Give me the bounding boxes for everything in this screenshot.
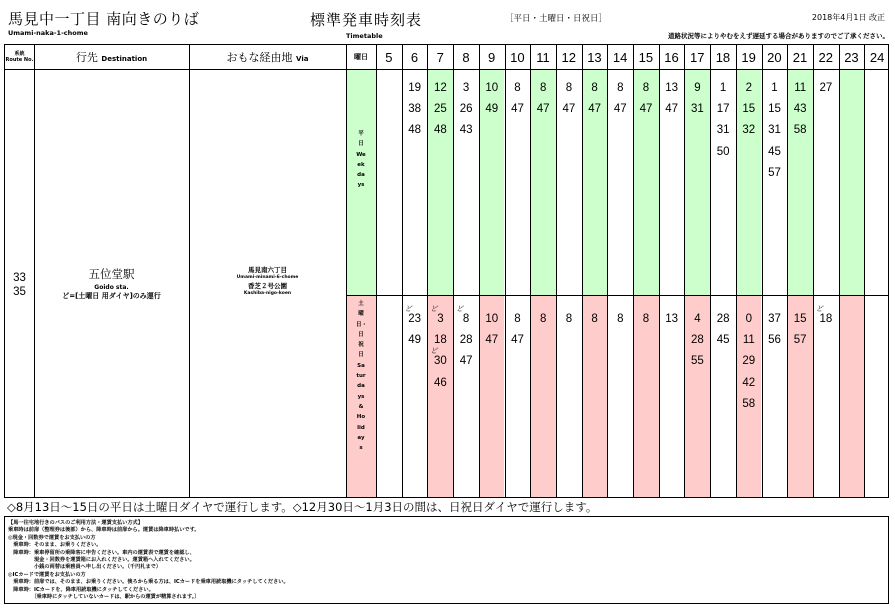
holiday-departure-minute: 8 [462,313,470,325]
route-number: 35 [13,286,26,298]
holiday-departure-minute: 28 [690,334,704,347]
weekday-departure-minute: 8 [565,82,573,94]
holiday-hour-band [839,295,865,497]
weekday-departure-minute: 45 [768,145,781,158]
hour-header: 23 [844,49,859,65]
delay-notice: 道路状況等によりやむをえず遅延する場合がありますのでご了承ください。 [668,32,889,40]
hour-header: 15 [638,49,654,65]
page-title: 標準発車時刻表 [310,11,423,29]
fare-instruction-line: 乗車時：前扉では、そのまま、お乗りください。後ろから乗る方は、ICカードを乗車用読取機にタッチしてください。 [8,579,289,586]
grid-rule [659,45,660,497]
grid-rule [710,45,711,497]
holiday-departure-minute: 49 [408,334,422,347]
holiday-departure-minute: 3 [437,313,444,325]
fare-instruction-line: 乗車時は前扉（整理券は後部）から、降車時は前扉から。運賃は降車時払いです。 [8,527,200,534]
grid-rule [787,45,788,497]
holiday-departure-minute: 47 [485,334,499,347]
destination-note: ど=[土曜日 用ダイヤ]のみ運行 [62,292,161,300]
weekday-departure-minute: 32 [742,124,756,137]
weekday-departure-minute: 47 [562,103,576,116]
route-number: 33 [13,272,26,284]
page-subtitle: Timetable [346,32,383,40]
weekday-departure-minute: 47 [639,103,653,116]
weekday-departure-minute: 2 [745,82,752,94]
weekday-departure-minute: 10 [485,82,499,94]
holiday-hour-band [787,295,813,497]
holiday-hour-band [684,295,710,497]
weekday-departure-minute: 31 [768,124,781,137]
holiday-hour-band [582,295,608,497]
grid-rule [346,45,347,497]
fare-instruction-line: 降車時：ICカードを、降車用読取機にタッチしてください。 [8,586,154,593]
grid-rule [505,45,506,497]
holiday-departure-minute: 30 [433,355,447,368]
hour-header: 9 [488,49,496,65]
saturday-only-mark: ど [430,347,438,356]
saturday-only-mark: ど [456,305,464,313]
weekday-departure-minute: 1 [771,82,778,94]
hour-header: 18 [715,49,731,65]
via-column-header: おもな経由地 Via [226,51,309,64]
grid-rule [864,45,865,497]
holiday-departure-minute: 13 [665,313,679,325]
weekday-departure-minute: 49 [485,103,499,116]
holiday-departure-minute: 29 [742,355,756,368]
weekday-departure-minute: 8 [617,82,624,94]
grid-rule [684,45,685,497]
fare-instruction-line: 現金・回数券を運賃箱にお入れください。運賃箱へ入れてください。 [8,557,195,563]
holiday-departure-minute: 28 [459,334,473,347]
grid-rule [633,45,634,497]
grid-rule [479,45,480,497]
weekday-departure-minute: 8 [539,82,547,94]
hour-header: 19 [741,49,756,65]
grid-rule [453,45,454,497]
holiday-hour-band [736,295,762,497]
holiday-departure-minute: 11 [742,334,755,347]
hour-header: 21 [792,49,808,65]
grid-rule [530,45,531,497]
weekday-departure-minute: 31 [716,124,730,137]
hour-header: 14 [612,49,628,65]
holiday-departure-minute: 28 [716,313,730,325]
holiday-hour-band [427,295,453,497]
weekday-departure-minute: 1 [719,82,727,94]
destination-romaji: Goido sta. [94,284,129,291]
saturday-only-mark: ど [815,305,823,313]
weekday-departure-minute: 11 [794,82,807,94]
hour-header: 24 [869,49,885,65]
holiday-departure-minute: 23 [408,313,422,325]
holiday-departure-minute: 47 [511,334,524,347]
grid-rule [556,45,557,497]
weekday-departure-minute: 26 [459,103,473,116]
weekday-departure-minute: 50 [716,145,730,158]
holiday-departure-minute: 18 [433,334,447,347]
holiday-departure-minute: 47 [459,355,473,368]
holiday-label: 土曜日・日祝日 Saturdays & Holidays [356,301,368,452]
holiday-departure-minute: 57 [793,334,807,347]
holiday-departure-minute: 46 [433,376,447,389]
weekday-departure-minute: 47 [536,103,550,116]
saturday-only-mark: ど [404,305,412,313]
holiday-departure-minute: 8 [591,313,598,325]
weekday-departure-minute: 47 [665,103,679,116]
holiday-departure-minute: 8 [514,313,521,325]
weekday-departure-minute: 27 [819,82,833,94]
weekday-departure-minute: 43 [459,124,473,137]
holiday-departure-minute: 0 [745,313,752,325]
weekday-label: 平日 Weekdays [356,131,366,189]
fare-instruction-line: 乗車時：そのまま、お乗りください。 [8,542,102,549]
weekday-departure-minute: 47 [613,103,627,116]
holiday-departure-minute: 55 [690,355,704,368]
hour-header: 22 [818,49,833,65]
timetable-grid [4,44,889,498]
weekday-departure-minute: 15 [742,103,756,116]
grid-rule [762,45,763,497]
fare-instruction-line: ◎ICカードで運賃をお支払いの方 [8,571,86,578]
weekday-departure-minute: 19 [408,82,422,94]
holiday-departure-minute: 56 [768,334,781,347]
holiday-hour-band [633,295,659,497]
hour-header: 11 [536,49,550,65]
hour-header: 13 [587,49,602,65]
weekday-departure-minute: 17 [716,103,730,116]
holiday-departure-minute: 4 [694,313,701,325]
holiday-departure-minute: 8 [617,313,624,325]
hour-header: 10 [510,49,525,65]
weekday-departure-minute: 3 [462,82,470,94]
fare-instruction-line: ◎現金・回数券で運賃をお支払いの方 [8,534,96,541]
grid-rule [402,45,403,497]
holiday-departure-minute: 15 [793,313,807,325]
via-stop-1: 馬見南六丁目 [248,266,287,274]
weekday-departure-minute: 8 [514,82,521,94]
via-stop-2-romaji: Kashiba-nigo-koen [243,291,292,296]
weekday-departure-minute: 47 [588,103,601,116]
weekday-departure-minute: 48 [408,124,422,137]
destination-header-label: 行先 Destination [75,51,148,64]
grid-rule [5,69,888,70]
via-cell [189,266,346,298]
destination-name: 五位堂駅 [88,267,135,281]
weekday-departure-minute: 47 [511,103,524,116]
hour-header: 5 [385,49,393,65]
weekday-departure-minute: 58 [793,124,807,137]
hour-header: 20 [767,49,782,65]
grid-rule [376,45,377,497]
weekday-departure-minute: 43 [793,103,807,116]
fare-instruction-line: 小銭の両替は乗務員へ申し出ください。（千円札まで） [8,564,162,571]
grid-rule [607,45,608,497]
destination-column-header [34,45,189,69]
hour-header: 12 [561,49,576,65]
hour-header: 6 [410,49,419,65]
weekday-departure-minute: 9 [694,82,701,94]
via-stop-2: 香芝２号公園 [248,282,287,290]
fare-instructions [4,516,889,604]
grid-rule [582,45,583,497]
day-types-label: ［平日・土曜日・日祝日］ [505,14,608,24]
grid-rule [813,45,814,497]
holiday-hour-band [530,295,556,497]
fare-instruction-line: 降車時：乗車停留所の乗降客に申告ください。車内の運賃表で運賃を確認し、 [8,549,195,556]
stop-romaji: Umami-naka-1-chome [8,29,88,37]
holiday-departure-minute: 8 [642,313,650,325]
weekday-departure-minute: 57 [768,166,781,179]
saturday-only-mark: ど [430,305,438,313]
weekday-departure-minute: 8 [642,82,650,94]
hour-header: 8 [462,49,470,65]
weekday-hour-band [839,69,865,295]
revision-date: 2018年4月1日 改正 [811,13,885,22]
hour-header: 7 [436,49,444,65]
holiday-departure-minute: 8 [539,313,547,325]
weekday-departure-minute: 31 [690,103,704,116]
holiday-departure-minute: 8 [565,313,573,325]
weekday-departure-minute: 13 [665,82,679,94]
holiday-departure-minute: 58 [742,397,756,410]
route-numbers [5,271,34,299]
holiday-departure-minute: 45 [716,334,730,347]
grid-rule [736,45,737,497]
destination-cell [34,266,189,301]
weekday-departure-minute: 12 [433,82,447,94]
stop-name: 馬見中一丁目 南向きのりば [8,10,200,28]
weekday-departure-minute: 8 [591,82,598,94]
weekday-departure-minute: 48 [433,124,447,137]
via-stop-1-romaji: Umami-minami-6-chome [236,275,299,280]
grid-rule [427,45,428,497]
hour-header: 16 [664,49,679,65]
grid-rule [839,45,840,497]
holiday-departure-minute: 37 [768,313,781,325]
holiday-departure-minute: 10 [485,313,499,325]
holiday-departure-minute: 42 [742,376,756,389]
weekday-departure-minute: 38 [408,103,422,116]
holiday-hour-band [479,295,505,497]
holiday-departure-minute: 18 [819,313,833,325]
hour-header: 17 [690,49,705,65]
day-column-header: 曜日 [354,53,368,61]
route-column-header: 系統 Route No. [5,51,34,63]
operation-note: ◇8月13日～15日の平日は土曜日ダイヤで運行します。◇12月30日～1月3日の間は、日祝日ダイヤで運行します。 [7,500,598,514]
fare-instruction-line: 〔乗車時にタッチしていないカードは、駅からの運賃が精算されます。〕 [8,594,200,600]
weekday-departure-minute: 15 [768,103,781,116]
weekday-departure-minute: 25 [433,103,447,116]
fare-instruction-line: 【馬一往宅地行きのバスのご利用方法・運賃支払い方式】 [8,520,143,526]
